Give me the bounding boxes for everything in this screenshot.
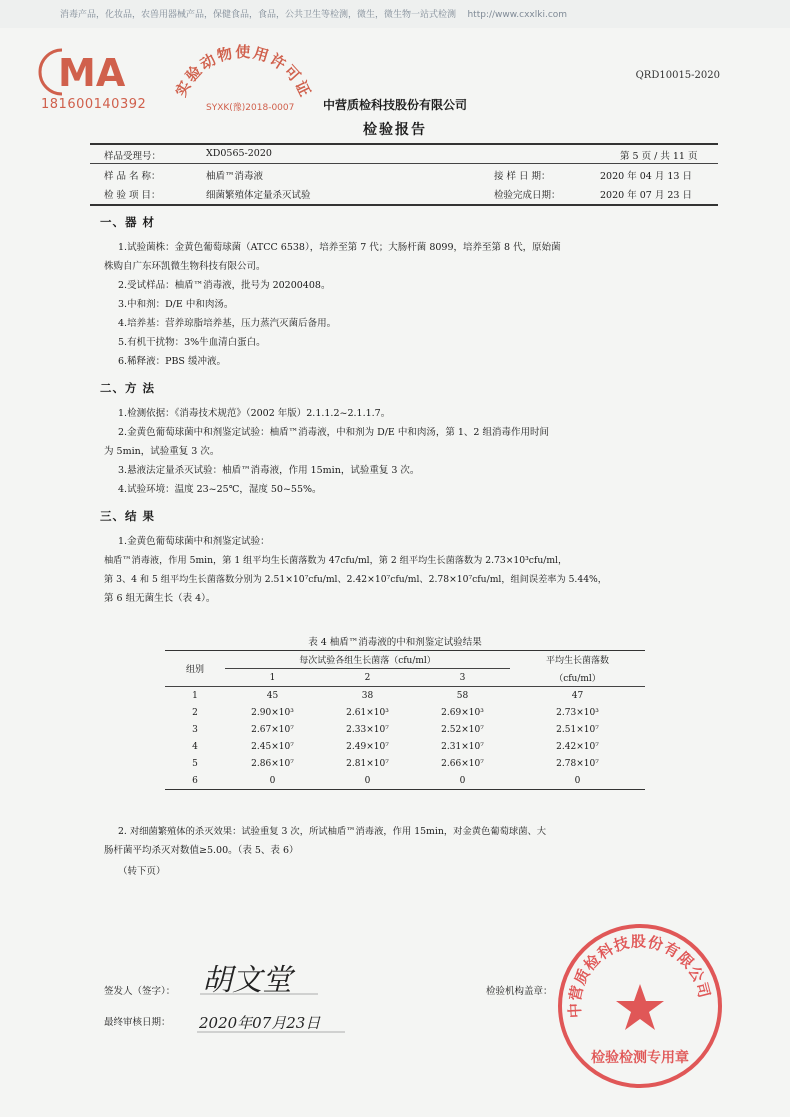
results-table-wrap — [165, 650, 645, 790]
table-cell: 2.67×10⁷ — [251, 724, 294, 735]
info-rule — [90, 163, 718, 164]
finish-date-label: 检验完成日期： — [494, 190, 561, 201]
svg-text:实验动物使用许可证 — [172, 43, 315, 101]
materials-line: 株购自广东环凯微生物科技有限公司。 — [104, 261, 266, 272]
report-title: 检验报告 — [363, 122, 427, 138]
materials-line: 1.试验菌株：金黄色葡萄球菌（ATCC 6538），培养至第 7 代；大肠杆菌 8099，培养至第 8 代，原始菌 — [118, 242, 561, 253]
table-cell: 2.66×10⁷ — [441, 758, 484, 769]
table-cell: 2.90×10³ — [251, 707, 294, 718]
results-heading: 三、结 果 — [100, 509, 156, 523]
results-line: 1.金黄色葡萄球菌中和剂鉴定试验： — [118, 536, 270, 547]
results-line: 第 6 组无菌生长（表 4）。 — [104, 593, 216, 604]
table-cell: 0 — [574, 775, 581, 786]
table-cell: 2.51×10⁷ — [556, 724, 599, 735]
table-cell: 45 — [266, 690, 279, 701]
table-header-avg-unit: （cfu/ml） — [554, 673, 601, 684]
table-row — [165, 755, 645, 772]
info-bottom-rule — [90, 204, 718, 206]
table-cell: 2.52×10⁷ — [441, 724, 484, 735]
handwritten-signature — [198, 958, 328, 998]
ma-number: 181600140392 — [41, 97, 147, 112]
table-cell: 38 — [361, 690, 374, 701]
watermark-text: 消毒产品，化妆品，农兽用器械产品，保健食品，食品，公共卫生等检测，微生，微生物一站式检测 http://www.cxxlki.com — [60, 10, 568, 20]
finish-date: 2020 年 07 月 23 日 — [600, 190, 692, 201]
results-line: 第 3、4 和 5 组平均生长菌落数分别为 2.51×10⁷cfu/ml、2.42×10⁷cfu/ml、2.78×10⁷cfu/ml，组间误差率为 5.44%， — [104, 574, 607, 585]
materials-line: 6.稀释液：PBS 缓冲液。 — [118, 356, 226, 367]
lab-seal-code: SYXK(豫)2018-0007 — [206, 103, 295, 113]
methods-line: 3.悬液法定量杀灭试验：柚盾™消毒液，作用 15min，试验重复 3 次。 — [118, 465, 420, 476]
table-cell: 4 — [192, 741, 198, 752]
signature-text: 胡文堂 — [202, 963, 292, 998]
continued-note: （转下页） — [118, 866, 166, 877]
materials-line: 5.有机干扰物：3%牛血清白蛋白。 — [118, 337, 266, 348]
seal-bottom-text: 检验检测专用章 — [591, 1050, 689, 1066]
table-cell: 0 — [459, 775, 466, 786]
table-subheader: 3 — [459, 672, 466, 683]
watermark-url: http://www.cxxlki.com — [467, 10, 568, 20]
conclusion-line: 肠杆菌平均杀灭对数值≥5.00。（表 5、表 6） — [104, 845, 299, 856]
test-item-label: 检 验 项 目： — [104, 190, 161, 201]
sample-no-label: 样品受理号： — [104, 151, 162, 162]
table-row — [165, 772, 645, 790]
table-cell: 6 — [192, 775, 198, 786]
table-cell: 2 — [192, 707, 198, 718]
company-name: 中营质检科技股份有限公司 — [322, 98, 467, 112]
table-cell: 2.78×10⁷ — [556, 758, 599, 769]
results-line: 柚盾™消毒液，作用 5min，第 1 组平均生长菌落数为 47cfu/ml，第 2 组平均生长菌落数为 2.73×10³cfu/ml， — [104, 555, 568, 566]
form-code: QRD10015-2020 — [635, 70, 720, 81]
table-row — [165, 687, 645, 705]
conclusion-line: 2. 对细菌繁殖体的杀灭效果：试验重复 3 次，所试柚盾™消毒液，作用 15min，对金黄色葡萄球菌、大 — [118, 826, 547, 837]
review-date: 2020年07月23日 — [199, 1014, 321, 1032]
seal-text: 中营质检科技股份有限公司 — [565, 932, 714, 1019]
table-row — [165, 721, 645, 738]
table-cell: 0 — [364, 775, 371, 786]
methods-line: 2.金黄色葡萄球菌中和剂鉴定试验：柚盾™消毒液，中和剂为 D/E 中和肉汤，第 1、2 组消毒作用时间 — [118, 427, 549, 438]
table-cell: 2.69×10³ — [441, 707, 484, 718]
table-caption: 表 4 柚盾™消毒液的中和剂鉴定试验结果 — [308, 637, 482, 648]
signer-label: 签发人（签字）： — [104, 986, 176, 997]
review-date-label: 最终审核日期： — [104, 1017, 171, 1028]
table-cell: 3 — [192, 724, 198, 735]
results-table — [165, 650, 645, 790]
test-item: 细菌繁殖体定量杀灭试验 — [206, 190, 311, 201]
table-cell: 2.45×10⁷ — [251, 741, 294, 752]
table-row — [165, 704, 645, 721]
table-row — [165, 738, 645, 755]
seal-star-icon — [616, 984, 664, 1030]
table-cell: 2.31×10⁷ — [441, 741, 484, 752]
table-cell: 0 — [269, 775, 276, 786]
sample-name-label: 样 品 名 称： — [104, 171, 161, 182]
materials-heading: 一、器 材 — [100, 215, 156, 229]
methods-line: 1.检测依据：《消毒技术规范》（2002 年版）2.1.1.2~2.1.1.7。 — [118, 408, 391, 419]
handwritten-date — [195, 1008, 355, 1036]
agency-seal-label: 检验机构盖章： — [486, 986, 553, 997]
materials-line: 3.中和剂：D/E 中和肉汤。 — [118, 299, 234, 310]
table-cell: 2.81×10⁷ — [346, 758, 389, 769]
methods-line: 4.试验环境：温度 23~25℃，湿度 50~55%。 — [118, 484, 322, 495]
table-subheader: 1 — [269, 672, 276, 683]
ma-logo-text: MA — [58, 51, 126, 95]
sample-name: 柚盾™消毒液 — [206, 171, 264, 182]
table-cell: 5 — [192, 758, 198, 769]
table-header-avg: 平均生长菌落数 — [545, 656, 609, 667]
table-cell: 2.61×10³ — [346, 707, 389, 718]
table-cell: 2.33×10⁷ — [346, 724, 389, 735]
table-header-group: 组别 — [185, 665, 204, 675]
page-number: 第 5 页 / 共 11 页 — [620, 151, 698, 162]
table-cell: 2.42×10⁷ — [556, 741, 599, 752]
table-cell: 58 — [456, 690, 469, 701]
table-cell: 2.49×10⁷ — [346, 741, 389, 752]
official-seal — [556, 922, 724, 1090]
table-subheader: 2 — [364, 672, 371, 683]
watermark-bar — [0, 0, 790, 28]
materials-line: 4.培养基：营养琼脂培养基，压力蒸汽灭菌后备用。 — [118, 318, 337, 329]
lab-seal-text: 实验动物使用许可证 — [171, 42, 315, 102]
cma-logo — [38, 44, 154, 98]
header-rule — [90, 143, 718, 145]
materials-line: 2.受试样品：柚盾™消毒液，批号为 20200408。 — [118, 280, 331, 291]
table-cell: 47 — [571, 690, 584, 701]
receive-date-label: 接 样 日 期： — [494, 171, 551, 182]
table-cell: 2.86×10⁷ — [251, 758, 294, 769]
receive-date: 2020 年 04 月 13 日 — [600, 171, 692, 182]
sample-no: XD0565-2020 — [206, 148, 272, 159]
table-header-each: 每次试验各组生长菌落（cfu/ml） — [225, 651, 510, 669]
methods-heading: 二、方 法 — [100, 381, 156, 395]
table-cell: 2.73×10³ — [556, 707, 599, 718]
table-cell: 1 — [192, 690, 198, 701]
methods-line: 为 5min，试验重复 3 次。 — [104, 446, 220, 457]
